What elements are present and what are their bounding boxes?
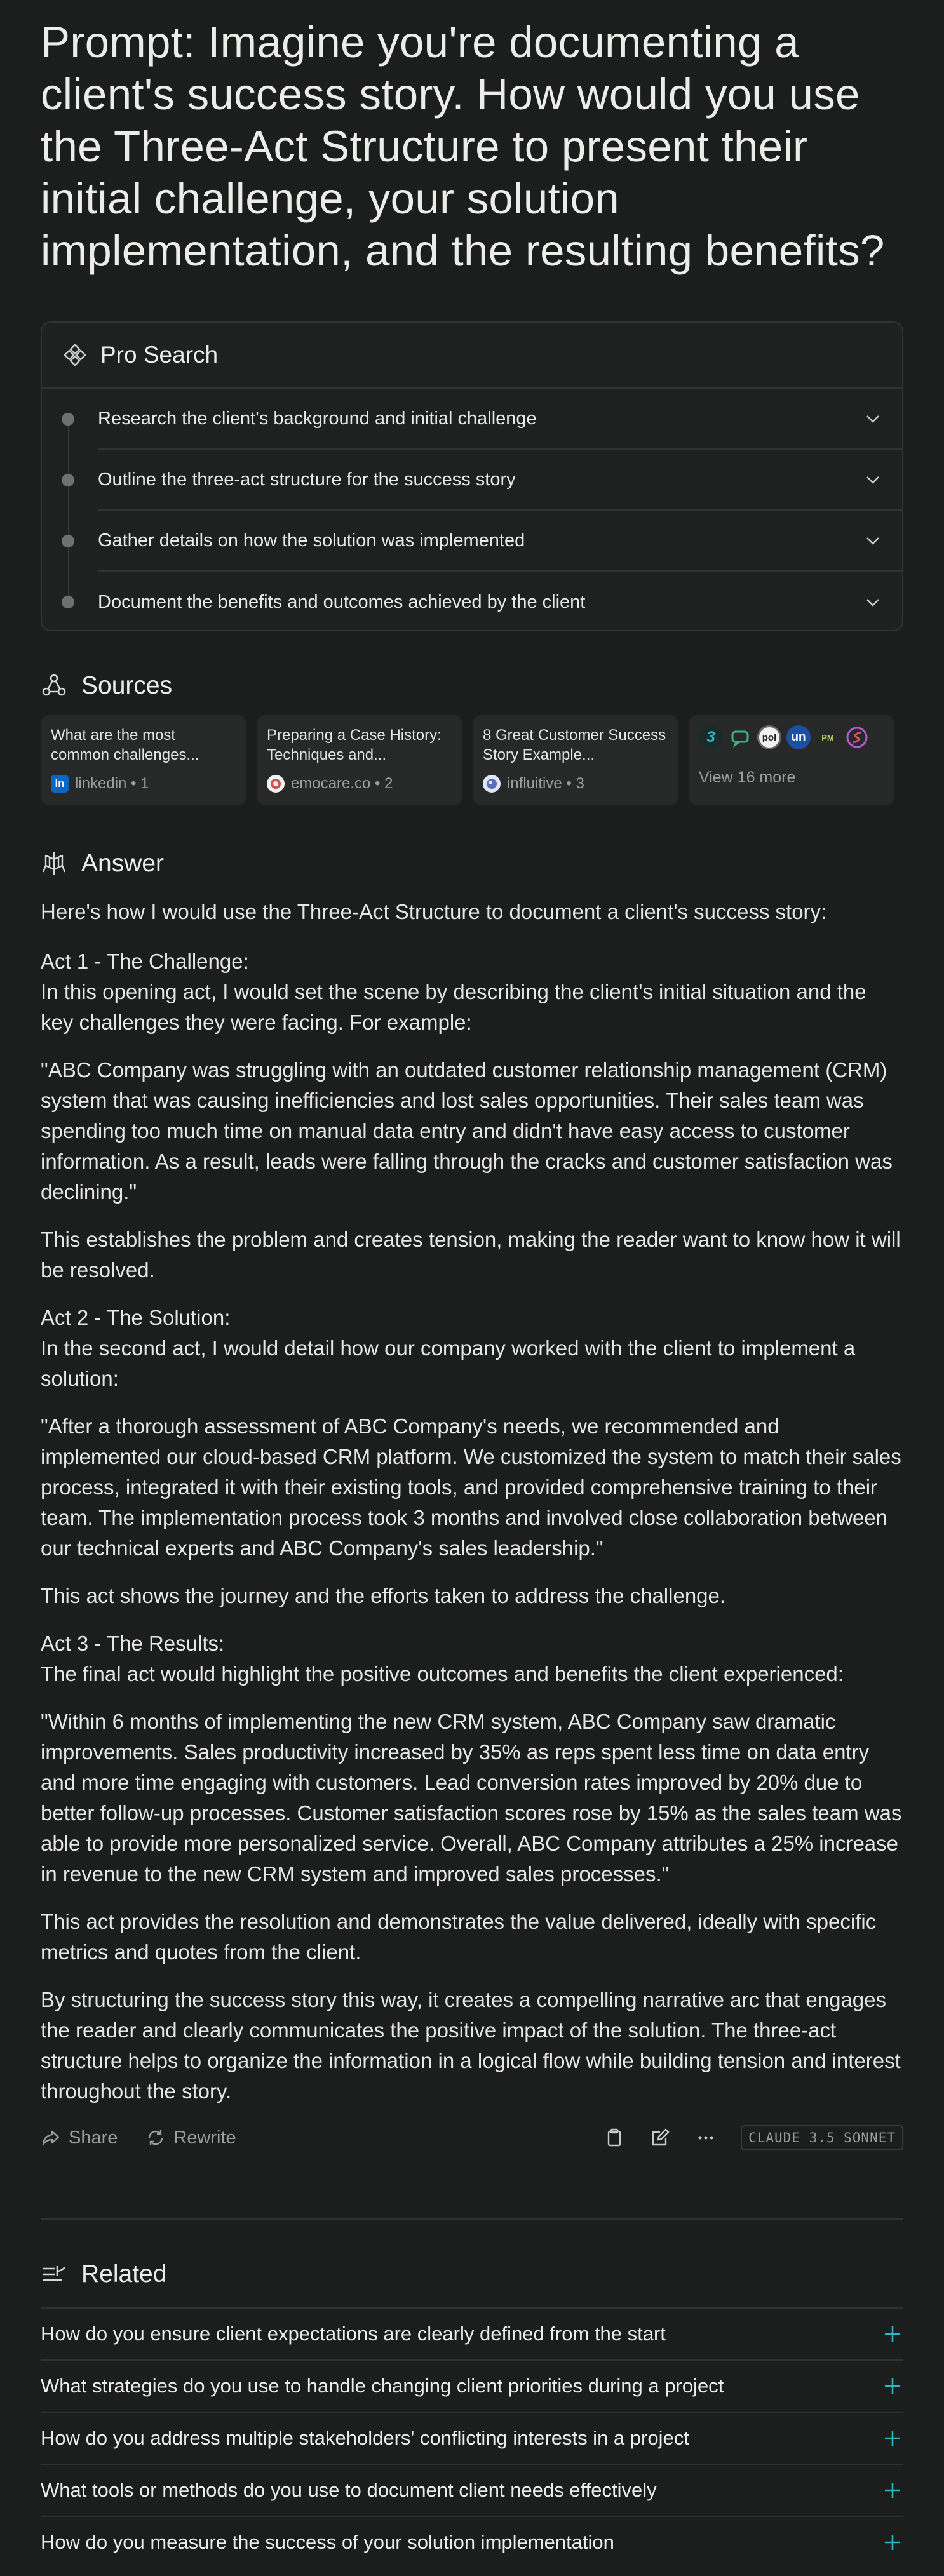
step-dot: [62, 596, 74, 608]
plus-icon[interactable]: [882, 2375, 903, 2397]
act-1-section: [41, 946, 903, 1038]
share-button[interactable]: [41, 2128, 118, 2149]
step-label: Research the client's background and initial challenge: [98, 408, 537, 429]
answer-actions: [41, 2121, 903, 2155]
pro-search-step[interactable]: [98, 511, 902, 572]
related-question: How do you ensure client expectations are clearly defined from the start: [41, 2323, 666, 2345]
copy-icon[interactable]: [603, 2127, 625, 2149]
pro-search-title: Pro Search: [100, 342, 219, 368]
act-1-quote: "ABC Company was struggling with an outdated customer relationship management (CRM) system that was causing inefficiencies and lost sales opportunities. Their sales team was spending too much time on manual data entry and didn't have easy access to customer information. As a result, leads were falling through the cracks and customer satisfaction was declining.": [41, 1058, 893, 1204]
actions-left: [41, 2128, 236, 2149]
view-more-sources[interactable]: [689, 715, 894, 805]
source-meta: [267, 775, 452, 793]
source-card[interactable]: [41, 715, 246, 805]
act-2-section: [41, 1303, 903, 1394]
source-3-icon: 3: [699, 725, 723, 749]
step-label: Gather details on how the solution was implemented: [98, 530, 525, 551]
plus-icon[interactable]: [882, 2427, 903, 2449]
source-meta: [51, 775, 236, 793]
related-item[interactable]: [41, 2464, 903, 2516]
source-separator: •: [126, 775, 141, 792]
pro-search-step[interactable]: [98, 389, 902, 450]
related-item[interactable]: [41, 2359, 903, 2412]
step-dot: [62, 413, 74, 426]
linkedin-icon: in: [51, 775, 69, 793]
step-dot: [62, 535, 74, 547]
page-title: Prompt: Imagine you're documenting a client's success story. How would you use the Three-Act Structure to present their initial challenge, your solution implementation, and the resulting benefits?: [41, 18, 885, 275]
related-question: What tools or methods do you use to document client needs effectively: [41, 2479, 657, 2501]
related-list: [41, 2307, 903, 2568]
answer-heading: [41, 850, 903, 878]
step-label: Outline the three-act structure for the success story: [98, 469, 516, 490]
source-title: What are the most common challenges...: [51, 727, 199, 763]
source-title: 8 Great Customer Success Story Example...: [483, 727, 666, 763]
source-separator: •: [370, 775, 385, 792]
source-separator: •: [562, 775, 576, 792]
chevron-down-icon[interactable]: [864, 532, 882, 549]
source-number: 2: [384, 775, 393, 792]
rewrite-button[interactable]: [145, 2128, 236, 2149]
plus-icon[interactable]: [882, 2323, 903, 2345]
related-heading: [41, 2260, 903, 2288]
pro-search-panel: [41, 321, 903, 631]
pro-search-icon: [62, 342, 88, 368]
source-number: 1: [140, 775, 149, 792]
chat-bubble-icon: [728, 725, 752, 749]
answer-conclusion: By structuring the success story this way, it creates a compelling narrative arc that engages the reader and clearly communicates the positive impact of the solution. The three-act structure helps to organize the information in a logical flow while building tension and interest throughout the story.: [41, 1988, 901, 2103]
influitive-icon: [483, 775, 501, 793]
related-question: What strategies do you use to handle changing client priorities during a project: [41, 2375, 724, 2397]
chevron-down-icon[interactable]: [864, 471, 882, 488]
related-item[interactable]: [41, 2307, 903, 2359]
pro-search-header[interactable]: [42, 323, 902, 389]
act-2-heading: Act 2 - The Solution:: [41, 1306, 231, 1329]
source-title: Preparing a Case History: Techniques and...: [267, 727, 442, 763]
rewrite-label: Rewrite: [173, 2127, 236, 2148]
act-3-heading: Act 3 - The Results:: [41, 1632, 225, 1655]
more-options-icon[interactable]: [695, 2127, 717, 2149]
source-site: influitive: [507, 775, 562, 792]
section-divider: [41, 2218, 903, 2220]
step-label: Document the benefits and outcomes achieved by the client: [98, 591, 586, 612]
model-badge: CLAUDE 3.5 SONNET: [741, 2125, 903, 2150]
pm-icon: PM: [821, 732, 834, 742]
act-3-section: [41, 1628, 903, 1689]
answer-icon: [41, 850, 67, 877]
sources-list: [41, 715, 903, 805]
rewrite-icon: [145, 2128, 166, 2148]
chevron-down-icon[interactable]: [864, 410, 882, 427]
pro-search-step[interactable]: [98, 450, 902, 511]
emocare-icon: [267, 775, 285, 793]
s-logo-icon: [845, 725, 869, 749]
related-question: How do you address multiple stakeholders' conflicting interests in a project: [41, 2427, 689, 2449]
act-2-text: In the second act, I would detail how our company worked with the client to implement a solution:: [41, 1336, 856, 1390]
act-2-close: This act shows the journey and the efforts taken to address the challenge.: [41, 1584, 726, 1607]
act-1-close: This establishes the problem and creates tension, making the reader want to know how it will be resolved.: [41, 1228, 901, 1282]
un-icon: un: [786, 725, 811, 749]
step-dot: [62, 474, 74, 486]
answer-intro: Here's how I would use the Three-Act Structure to document a client's success story:: [41, 900, 827, 923]
act-2-quote: "After a thorough assessment of ABC Company's needs, we recommended and implemented our cloud-based CRM platform. We customized the system to match their sales process, integrated it with their existing tools, and provided comprehensive training to their team. The implementation process took 3 months and involved close collaboration between our technical experts and ABC Company's sales leadership.": [41, 1414, 901, 1560]
act-3-quote: "Within 6 months of implementing the new CRM system, ABC Company saw dramatic improvements. Sales productivity increased by 35% as reps spent less time on data entry and more time engaging with customers. Lead conversion rates improved by 20% due to better follow-up processes. Customer satisfaction scores rose by 15% as the sales team was able to provide more personalized service. Overall, ABC Company attributes a 25% increase in revenue to the new CRM system and improved sales processes.": [41, 1710, 902, 1886]
more-sources-icons: [699, 725, 884, 749]
plus-icon[interactable]: [882, 2532, 903, 2553]
source-card[interactable]: [473, 715, 678, 805]
answer-body: [41, 897, 903, 2107]
source-meta: [483, 775, 668, 793]
act-3-text: The final act would highlight the positive outcomes and benefits the client experienced:: [41, 1662, 844, 1686]
edit-icon[interactable]: [649, 2127, 671, 2149]
act-1-heading: Act 1 - The Challenge:: [41, 949, 249, 973]
share-icon: [41, 2128, 61, 2148]
related-title: Related: [81, 2260, 167, 2288]
view-more-label: View 16 more: [699, 768, 796, 786]
related-item[interactable]: [41, 2412, 903, 2464]
actions-right: [603, 2125, 903, 2150]
source-site: emocare.co: [291, 775, 371, 792]
sources-title: Sources: [81, 672, 173, 699]
chevron-down-icon[interactable]: [864, 593, 882, 611]
answer-title: Answer: [81, 850, 165, 877]
sources-heading: [41, 672, 903, 700]
sources-icon: [41, 673, 67, 699]
pro-search-timeline: [68, 418, 69, 602]
related-icon: [41, 2261, 67, 2288]
share-label: Share: [69, 2127, 118, 2148]
pol-icon: pol: [757, 725, 781, 749]
plus-icon[interactable]: [882, 2479, 903, 2501]
act-3-close: This act provides the resolution and demonstrates the value delivered, ideally with specific metrics and quotes from the client.: [41, 1910, 877, 1964]
act-1-text: In this opening act, I would set the scene by describing the client's initial situation and the key challenges they were facing. For example:: [41, 980, 866, 1034]
source-site: linkedin: [75, 775, 127, 792]
source-card[interactable]: [257, 715, 462, 805]
source-number: 3: [576, 775, 584, 792]
related-question: How do you measure the success of your solution implementation: [41, 2531, 614, 2553]
pro-search-step[interactable]: [98, 572, 902, 633]
related-item[interactable]: [41, 2516, 903, 2568]
